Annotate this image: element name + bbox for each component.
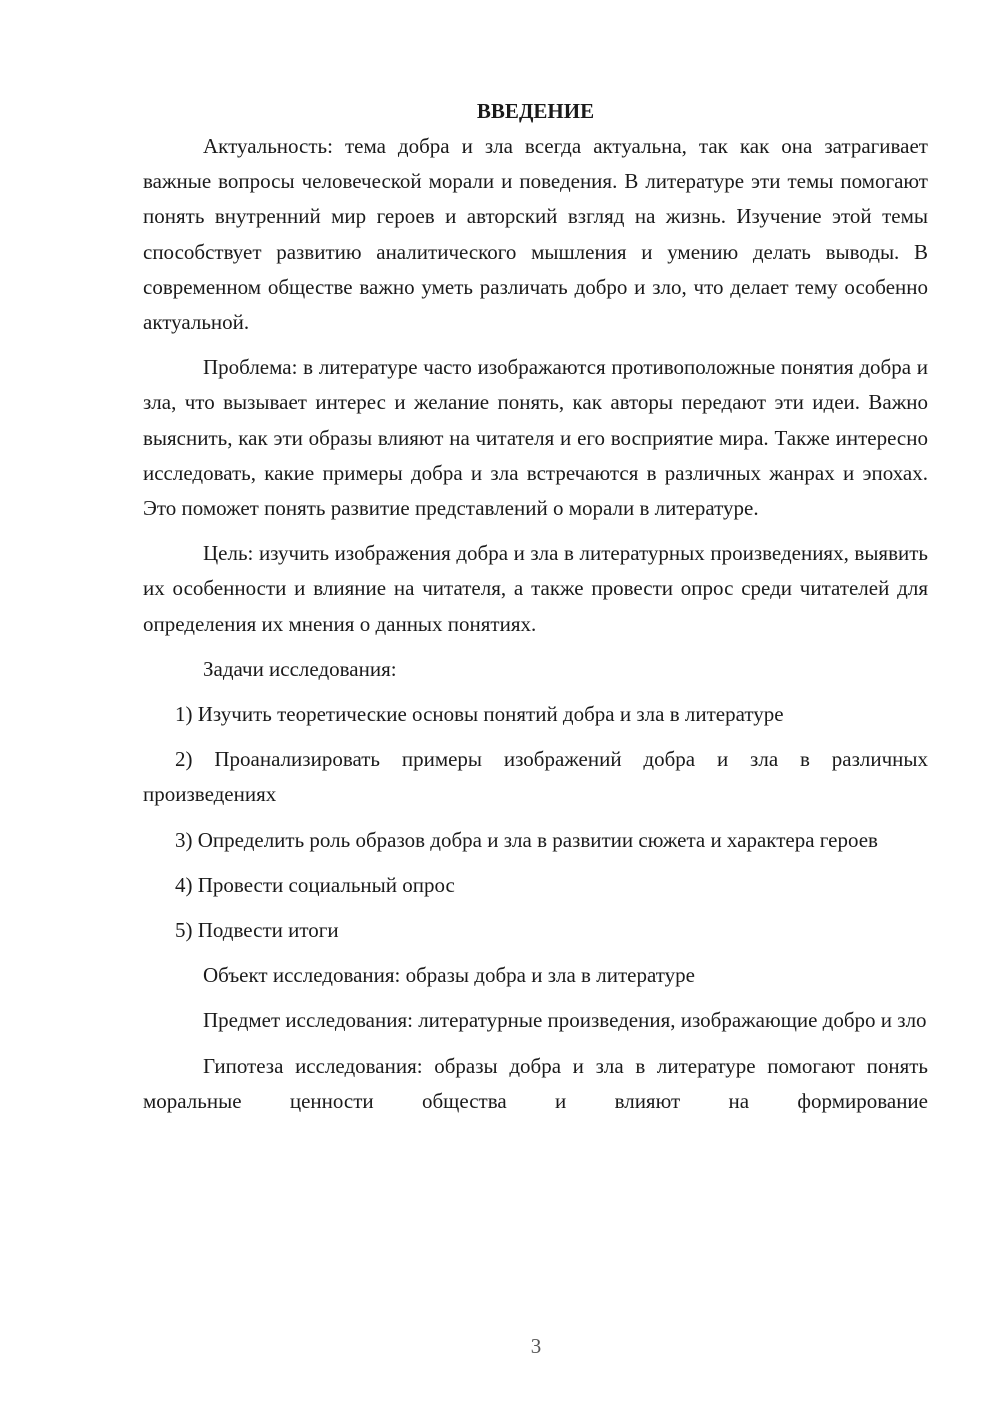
paragraph-hypothesis: Гипотеза исследования: образы добра и зла в литературе помогают понять моральные ценности общества и влияют на формирование bbox=[143, 1053, 928, 1113]
paragraph-object: Объект исследования: образы добра и зла в литературе bbox=[203, 963, 695, 988]
task-item-1: 1) Изучить теоретические основы понятий добра и зла в литературе bbox=[175, 702, 784, 727]
page-title: ВВЕДЕНИЕ bbox=[476, 99, 595, 123]
tasks-heading: Задачи исследования: bbox=[203, 656, 397, 681]
task-item-5: 5) Подвести итоги bbox=[175, 918, 339, 943]
page-number: 3 bbox=[530, 1334, 542, 1358]
task-item-2: 2) Проанализировать примеры изображений добра и зла в различных произведениях bbox=[143, 747, 928, 807]
paragraph-relevance: Актуальность: тема добра и зла всегда актуальна, так как она затрагивает важные вопросы человеческой морали и поведения. В литературе эти темы помогают понять внутренний мир героев и авторский взгляд на жизнь. Изучение этой темы способствует развитию аналитического мышления и умению делать выводы. В современном обществе важно уметь различать добро и зло, что делает тему особенно актуальной. bbox=[143, 134, 928, 335]
task-item-4: 4) Провести социальный опрос bbox=[175, 872, 455, 897]
paragraph-goal: Цель: изучить изображения добра и зла в литературных произведениях, выявить их особенности и влияние на читателя, а также провести опрос среди читателей для определения их мнения о данных понятиях. bbox=[143, 541, 928, 636]
task-item-3: 3) Определить роль образов добра и зла в развитии сюжета и характера героев bbox=[175, 827, 878, 852]
paragraph-problem: Проблема: в литературе часто изображаются противоположные понятия добра и зла, что вызывает интерес и желание понять, как авторы передают эти идеи. Важно выяснить, как эти образы влияют на читателя и его восприятие мира. Также интересно исследовать, какие примеры добра и зла встречаются в различных жанрах и эпохах. Это поможет понять развитие представлений о морали в литературе. bbox=[143, 355, 928, 521]
paragraph-subject: Предмет исследования: литературные произведения, изображающие добро и зло bbox=[203, 1008, 927, 1033]
page-content bbox=[143, 94, 928, 1129]
